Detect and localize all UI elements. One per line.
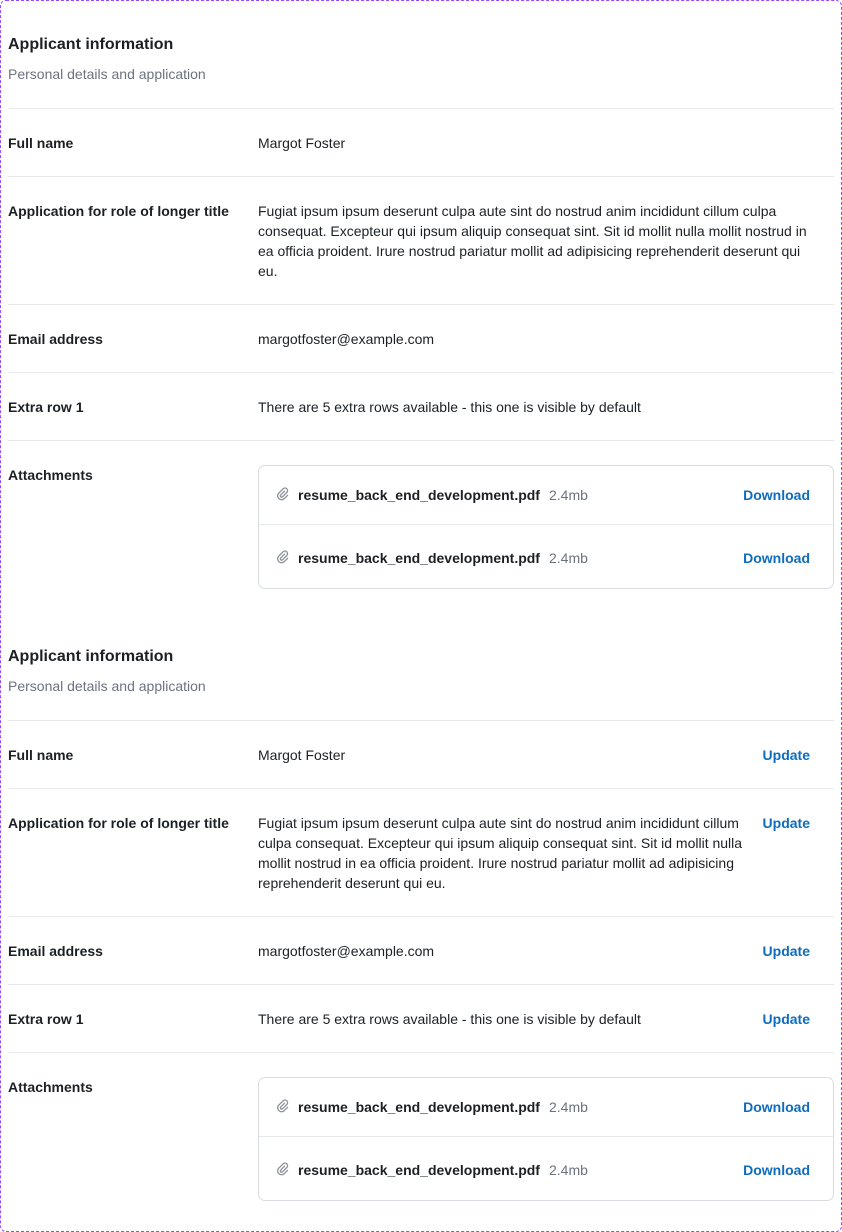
row-label: Attachments	[8, 1079, 93, 1095]
row-full-name	[8, 109, 834, 177]
attachment-filename: resume_back_end_development.pdf	[298, 550, 540, 566]
row-value: There are 5 extra rows available - this one is visible by default	[258, 1011, 641, 1027]
download-button[interactable]: Download	[743, 487, 810, 503]
row-label: Attachments	[8, 467, 93, 483]
update-button[interactable]: Update	[762, 815, 810, 831]
paperclip-icon	[276, 1162, 290, 1176]
row-label: Extra row 1	[8, 399, 84, 415]
row-attachments	[8, 1053, 834, 1213]
row-full-name	[8, 721, 834, 789]
attachment-item	[259, 1137, 833, 1200]
section-subtitle: Personal details and application	[8, 66, 206, 82]
row-value: Fugiat ipsum ipsum deserunt culpa aute sint do nostrud anim incididunt cillum culpa consequat. Excepteur qui ipsum aliquip consequat sint. Sit id mollit nulla mollit nostrud in ea officia proident. Irure nostrud pariatur mollit ad adipisicing reprehenderit deserunt qui eu.	[258, 203, 807, 279]
attachment-size: 2.4mb	[549, 1162, 588, 1178]
attachment-size: 2.4mb	[549, 487, 588, 503]
attachment-filename: resume_back_end_development.pdf	[298, 1162, 540, 1178]
row-application-role	[8, 789, 834, 917]
row-attachments	[8, 441, 834, 601]
paperclip-icon	[276, 1099, 290, 1113]
row-label: Application for role of longer title	[8, 815, 229, 831]
row-label: Full name	[8, 135, 74, 151]
row-email	[8, 917, 834, 985]
attachment-item	[259, 525, 833, 588]
attachment-item	[259, 1078, 833, 1137]
update-button[interactable]: Update	[762, 1011, 810, 1027]
update-button[interactable]: Update	[762, 747, 810, 763]
row-value: Margot Foster	[258, 135, 346, 151]
row-label: Extra row 1	[8, 1011, 84, 1027]
row-label: Application for role of longer title	[8, 203, 229, 219]
section-header	[8, 612, 834, 721]
attachment-item	[259, 466, 833, 525]
row-value: margotfoster@example.com	[258, 331, 435, 347]
section-subtitle: Personal details and application	[8, 678, 206, 694]
row-extra-1	[8, 373, 834, 441]
row-value: margotfoster@example.com	[258, 943, 435, 959]
section-title: Applicant information	[8, 36, 174, 53]
row-email	[8, 305, 834, 373]
row-value: Fugiat ipsum ipsum deserunt culpa aute sint do nostrud anim incididunt cillum culpa consequat. Excepteur qui ipsum aliquip consequat sint. Sit id mollit nulla mollit nostrud in ea officia proident. Irure nostrud pariatur mollit ad adipisicing reprehenderit deserunt qui eu.	[258, 815, 743, 891]
row-extra-1	[8, 985, 834, 1053]
download-button[interactable]: Download	[743, 1162, 810, 1178]
applicant-info-section	[8, 0, 834, 601]
attachment-filename: resume_back_end_development.pdf	[298, 1099, 540, 1115]
download-button[interactable]: Download	[743, 1099, 810, 1115]
applicant-info-section-editable	[8, 612, 834, 1213]
attachment-list	[258, 465, 834, 589]
section-header	[8, 0, 834, 109]
section-title: Applicant information	[8, 648, 174, 665]
row-label: Email address	[8, 331, 103, 347]
download-button[interactable]: Download	[743, 550, 810, 566]
row-application-role	[8, 177, 834, 305]
attachment-list	[258, 1077, 834, 1201]
paperclip-icon	[276, 550, 290, 564]
update-button[interactable]: Update	[762, 943, 810, 959]
row-value: Margot Foster	[258, 747, 346, 763]
attachment-filename: resume_back_end_development.pdf	[298, 487, 540, 503]
row-value: There are 5 extra rows available - this one is visible by default	[258, 399, 641, 415]
row-label: Full name	[8, 747, 74, 763]
paperclip-icon	[276, 487, 290, 501]
attachment-size: 2.4mb	[549, 1099, 588, 1115]
row-label: Email address	[8, 943, 103, 959]
attachment-size: 2.4mb	[549, 550, 588, 566]
